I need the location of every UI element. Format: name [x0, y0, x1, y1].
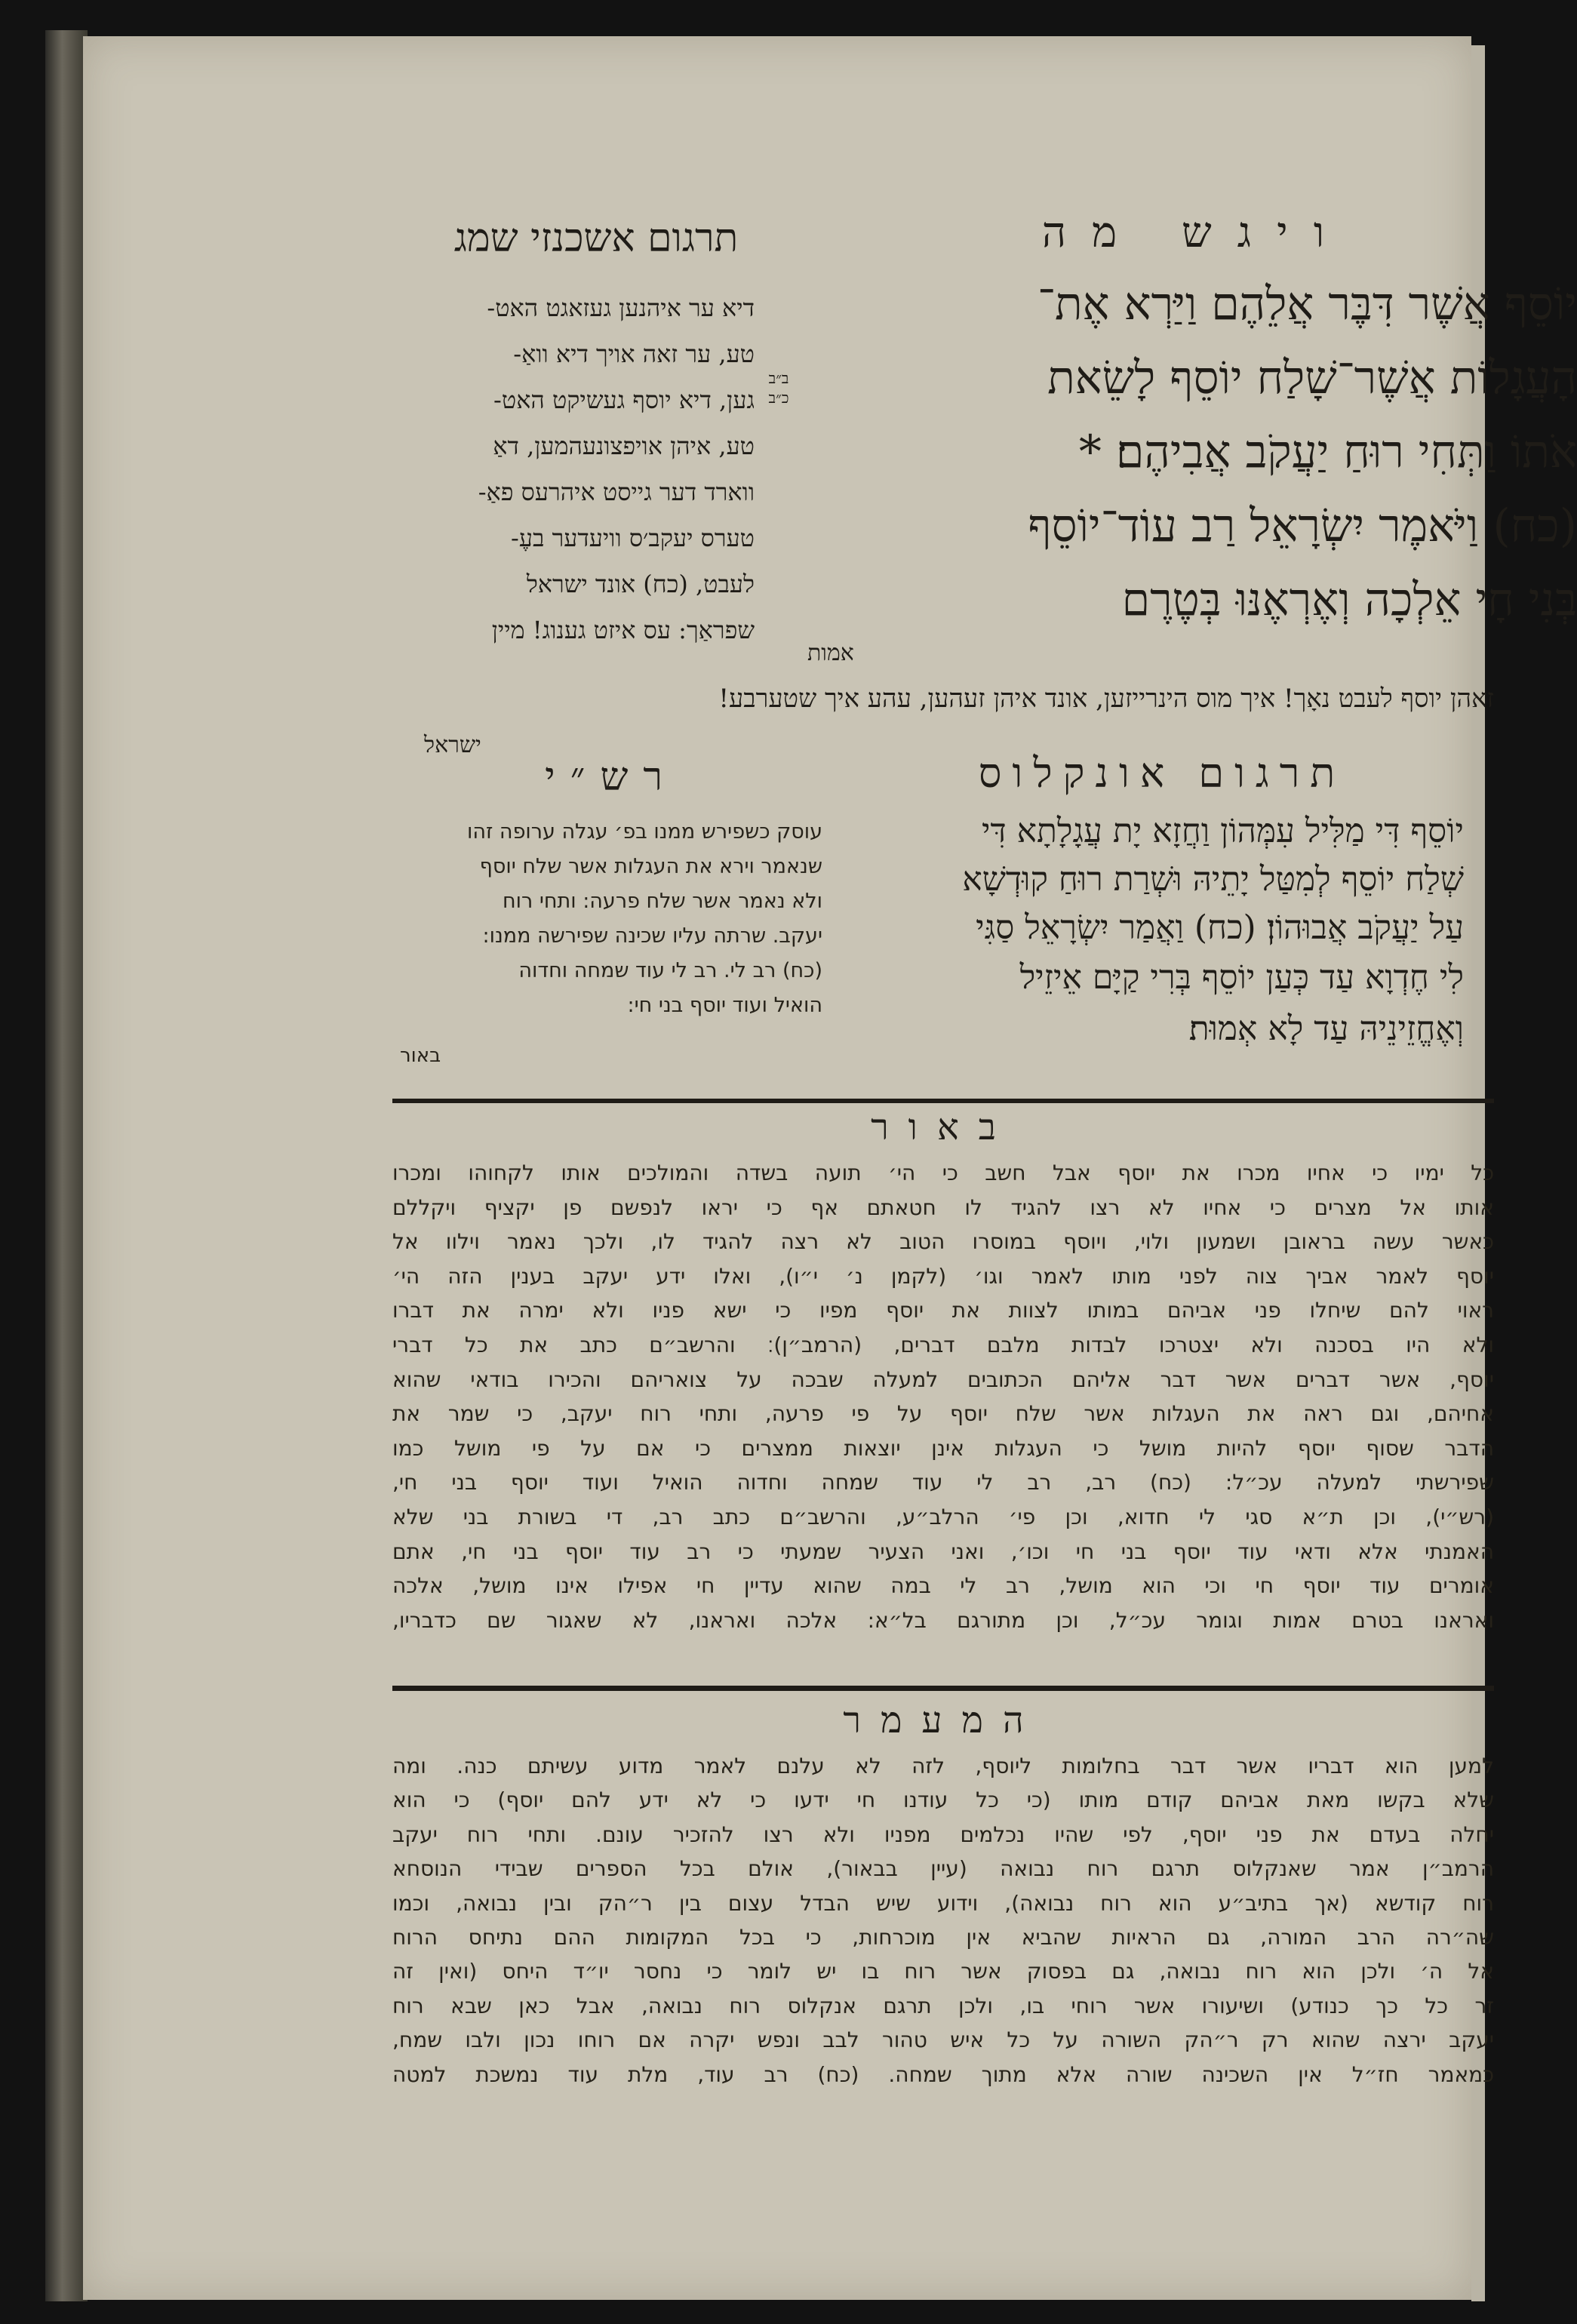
biur-line: ואראנו בטרם אמות וגומר עכ״ל, וכן מתורגם בל״א: אלכה ואראנו, לא שאגור שם כדבריו, — [392, 1607, 1494, 1633]
translation-catchword: ישראל — [424, 732, 481, 758]
translation-line: דיא ער איהנען געזאגט האט- — [487, 294, 755, 322]
translation-line: טע, ער זאה אויך דיא וואַ- — [513, 340, 755, 368]
section-divider — [392, 1099, 1494, 1103]
onkelos-line: עַל יַעֲקֹב אֲבוּהוֹן׃ (כח) וַאֲמַר יִשְׂרָאֵל סַגִּי — [976, 908, 1464, 947]
biur-line: ולא היו בסכנה ולא יצטרכו לבדות מלבם דברים, (הרמב״ן)׃ והרשב״ם כתב את כל דברי — [392, 1332, 1494, 1357]
measef-line: כמאמר חז״ל אין השכינה שורה אלא מתוך שמחה. (כח) רב עוד, מלת עוד נמשכת למטה — [392, 2061, 1494, 2087]
measef-line: רוח קודשא (אך בתיב״ע הוא רוח נבואה), וידוע שיש הבדל עצום בין ר״הק ובין נבואה, וכמו — [392, 1890, 1494, 1916]
biur-line: שפירשתי למעלה עכ״ל: (כח) רב, רב לי עוד שמחה וחדוה הואיל ועוד יוסף בני חי, — [392, 1470, 1494, 1496]
onkelos-line: שְׁלַח יוֹסֵף לְמִטַּל יָתֵיהּ וּשְׁרַת רוּחַ קוּדְשָׁא — [962, 860, 1464, 899]
biur-line: ראוי להם שיחלו פני אביהם במותו לצוות את יוסף מפיו כי ישא פניו ולא ימרה את דברו — [392, 1298, 1494, 1323]
rashi-line: הואיל ועוד יוסף בני חי: — [627, 994, 822, 1017]
rashi-catchword: באור — [400, 1044, 441, 1067]
rashi-commentary — [400, 815, 822, 1023]
measef-line: שלא בקשו מאת אביהם קודם מותו (כי כל עודנו חי ידעו כי לא ידע להם יוסף) כי הוא — [392, 1788, 1494, 1813]
biur-line: כל ימיו כי אחיו מכרו את יוסף אבל חשב כי הי׳ תועה בשדה והמולכים אותו לקחוהו ומכרו — [392, 1160, 1494, 1185]
translation-line: לעבט, (כח) אונד ישראל — [526, 570, 755, 598]
biur-line: כאשר עשה בראובן ושמעון ולוי, ויוסף במוסרו הטוב לא רצה להגיד לו, ולכך נאמר וילוו אל — [392, 1229, 1494, 1255]
translation-line: טע, איהן אויפצונעהמען, דאַ — [493, 432, 755, 460]
onkelos-line: לִי חֶדְוָא עַד כְּעַן יוֹסֵף בְּרִי קַיָּם אֵיזֵיל — [1019, 958, 1464, 997]
biur-line: אותו אל מצרים כי אחיו לא רצו להגיד לו חטאתם אף כי יראו לנפשם פן יקציף ויקללם — [392, 1194, 1494, 1220]
verse-catchword: אמות — [807, 640, 854, 666]
translation-line: גען, דיא יוסף געשיקט האט- — [493, 386, 755, 414]
section-divider — [392, 1686, 1494, 1691]
biur-line: אחיהם, וגם ראה את העגלות אשר שלח יוסף על פי פרעה, ותחי רוח יעקב, כי שמר את — [392, 1401, 1494, 1427]
measef-line: אל ה׳ ולכן הוא רוח נבואה, גם בפסוק אשר רוח בו יש לומר כי נחסר יו״ד היחס (ואין זה — [392, 1959, 1494, 1984]
biur-line: האמנתי אלא ודאי עוד יוסף בני חי וכו׳, ואני הצעיר שמעתי כי רב עוד יוסף בני חי, אתם — [392, 1539, 1494, 1564]
rashi-line: שנאמר וירא את העגלות אשר שלח יוסף — [479, 855, 822, 878]
book-spine — [45, 30, 88, 2301]
measef-line: הרמב״ן אמר שאנקלוס תרגם רוח נבואה (עיין בבאור), אולם בכל הספרים שבידי הנוסחא — [392, 1856, 1494, 1882]
biur-title: באור — [871, 1106, 1016, 1148]
translation-line: ווארד דער גייסט איהרעס פאַ- — [478, 478, 755, 506]
biur-line: יוסף לאמר אביך צוה לפני מותו לאמר וגו׳ (לקמן נ׳ י״ו), ואלו ידע יעקב בענין הזה הי׳ — [392, 1263, 1494, 1289]
verse-line: הָעֲגָלוֹת אֲשֶׁר־שָׁלַח יוֹסֵף לָשֵׂאת — [1047, 352, 1577, 404]
verse-line: אֹתוֹ וַתְּחִי רוּחַ יַעֲקֹב אֲבִיהֶם׃ * — [1078, 426, 1577, 478]
biur-line: (רש״י), וכן ת״א סגי לי חדוא, וכן פי׳ הרלב״ע, והרשב״ם כתב רב, די בשורת בני שלא — [392, 1504, 1494, 1529]
rashi-line: (כח) רב לי. רב לי עוד שמחה וחדוה — [518, 959, 822, 982]
running-head-parasha: ויגש מה — [1041, 208, 1351, 257]
onkelos-line: יוֹסֵף דִּי מַלִּיל עִמְּהוֹן וַחֲזָא יָת עֲגָלָתָא דִּי — [981, 812, 1464, 850]
verse-line: (כח) וַיֹּאמֶר יִשְׂרָאֵל רַב עוֹד־יוֹסֵף — [1028, 500, 1577, 552]
measef-line: יחלה בעדם את פני יוסף, לפי שהיו נכלמים מפניו ולא רצו להזכיר עונם. ותחי רוח יעקב — [392, 1821, 1494, 1847]
biur-line: אומרים עוד יוסף חי וכי הוא מושל, רב לי במה שהוא עדיין חי אפילו אינו מושל, אלכה — [392, 1573, 1494, 1599]
margin-note: ב״ב כ״ב — [768, 369, 789, 407]
verse-line: יוֹסֵף אֲשֶׁר דִּבֶּר אֲלֵהֶם וַיַּרְא אֶת־ — [1037, 278, 1577, 330]
measef-line: יעקב ירצה שהוא רק ר״הק השורה על כל איש טהור לבב ונפש יקרה אם רוחו נכון ולבו שמח, — [392, 2027, 1494, 2053]
measef-commentary — [392, 1749, 1494, 2092]
measef-line: למען הוא דבריו אשר דבר בחלומות ליוסף, לזה לא עלנם לאמר מדוע עשיתם כנה. ומה — [392, 1754, 1494, 1778]
book-page — [83, 36, 1577, 2300]
measef-title: המעמר — [843, 1699, 1044, 1741]
translation-line: טערס יעקב׳ס וויעדער בעֶ- — [511, 524, 755, 552]
translation-wide-line: זאהן יוסף לעבט נאָך! איך מוס הינרייזען, אונד איהן זעהען, עהע איך שטערבע! — [718, 684, 1494, 714]
rashi-line: ולא נאמר אשר שלח פרעה: ותחי רוח — [503, 890, 822, 913]
biur-line: הדבר שסוף יוסף להיות מושל כי העגלות אינן יוצאות ממצרים כי אם על פי מושל כמו — [392, 1435, 1494, 1461]
onkelos-title: תרגום אונקלוס — [978, 749, 1346, 797]
translation-line: שפראַך: עס איזט גענוג! מיין — [491, 616, 755, 644]
measef-line: שה״רה הרב המורה, גם הראיות שהביא אין מוכרחות, כי בכל המקומות ההם נתיחס הרוח — [392, 1925, 1494, 1950]
verse-line: בְּנִי חָי אֵלְכָה וְאֶרְאֶנּוּ בְּטֶרֶם — [1121, 573, 1577, 626]
german-translation-column — [377, 285, 755, 653]
rashi-line: יעקב. שרתה עליו שכינה שפירשה ממנו: — [482, 924, 822, 948]
running-head-translation-title: תרגום אשכנזי שמג — [453, 216, 739, 261]
rashi-title: רש״י — [545, 755, 678, 800]
biur-line: יוסף, אשר דברים אשר דבר אליהם הכתובים למעלה שבכה על צואריהם והכירו בודאי שהוא — [392, 1366, 1494, 1392]
onkelos-line: וְאֶחֱזֵינֵיהּ עַד לָא אְמוּת׃ — [1188, 1010, 1464, 1048]
biur-commentary — [392, 1156, 1494, 1637]
rashi-line: עוסק כשפירש ממנו בפ׳ עגלה ערופה זהו — [467, 820, 822, 844]
measef-line: זר כל כך כנודע) ושיעורו אשר רוחי בו, ולכן תרגם אנקלוס רוח נבואה, אבל כאן שבא רוח — [392, 1993, 1494, 2018]
